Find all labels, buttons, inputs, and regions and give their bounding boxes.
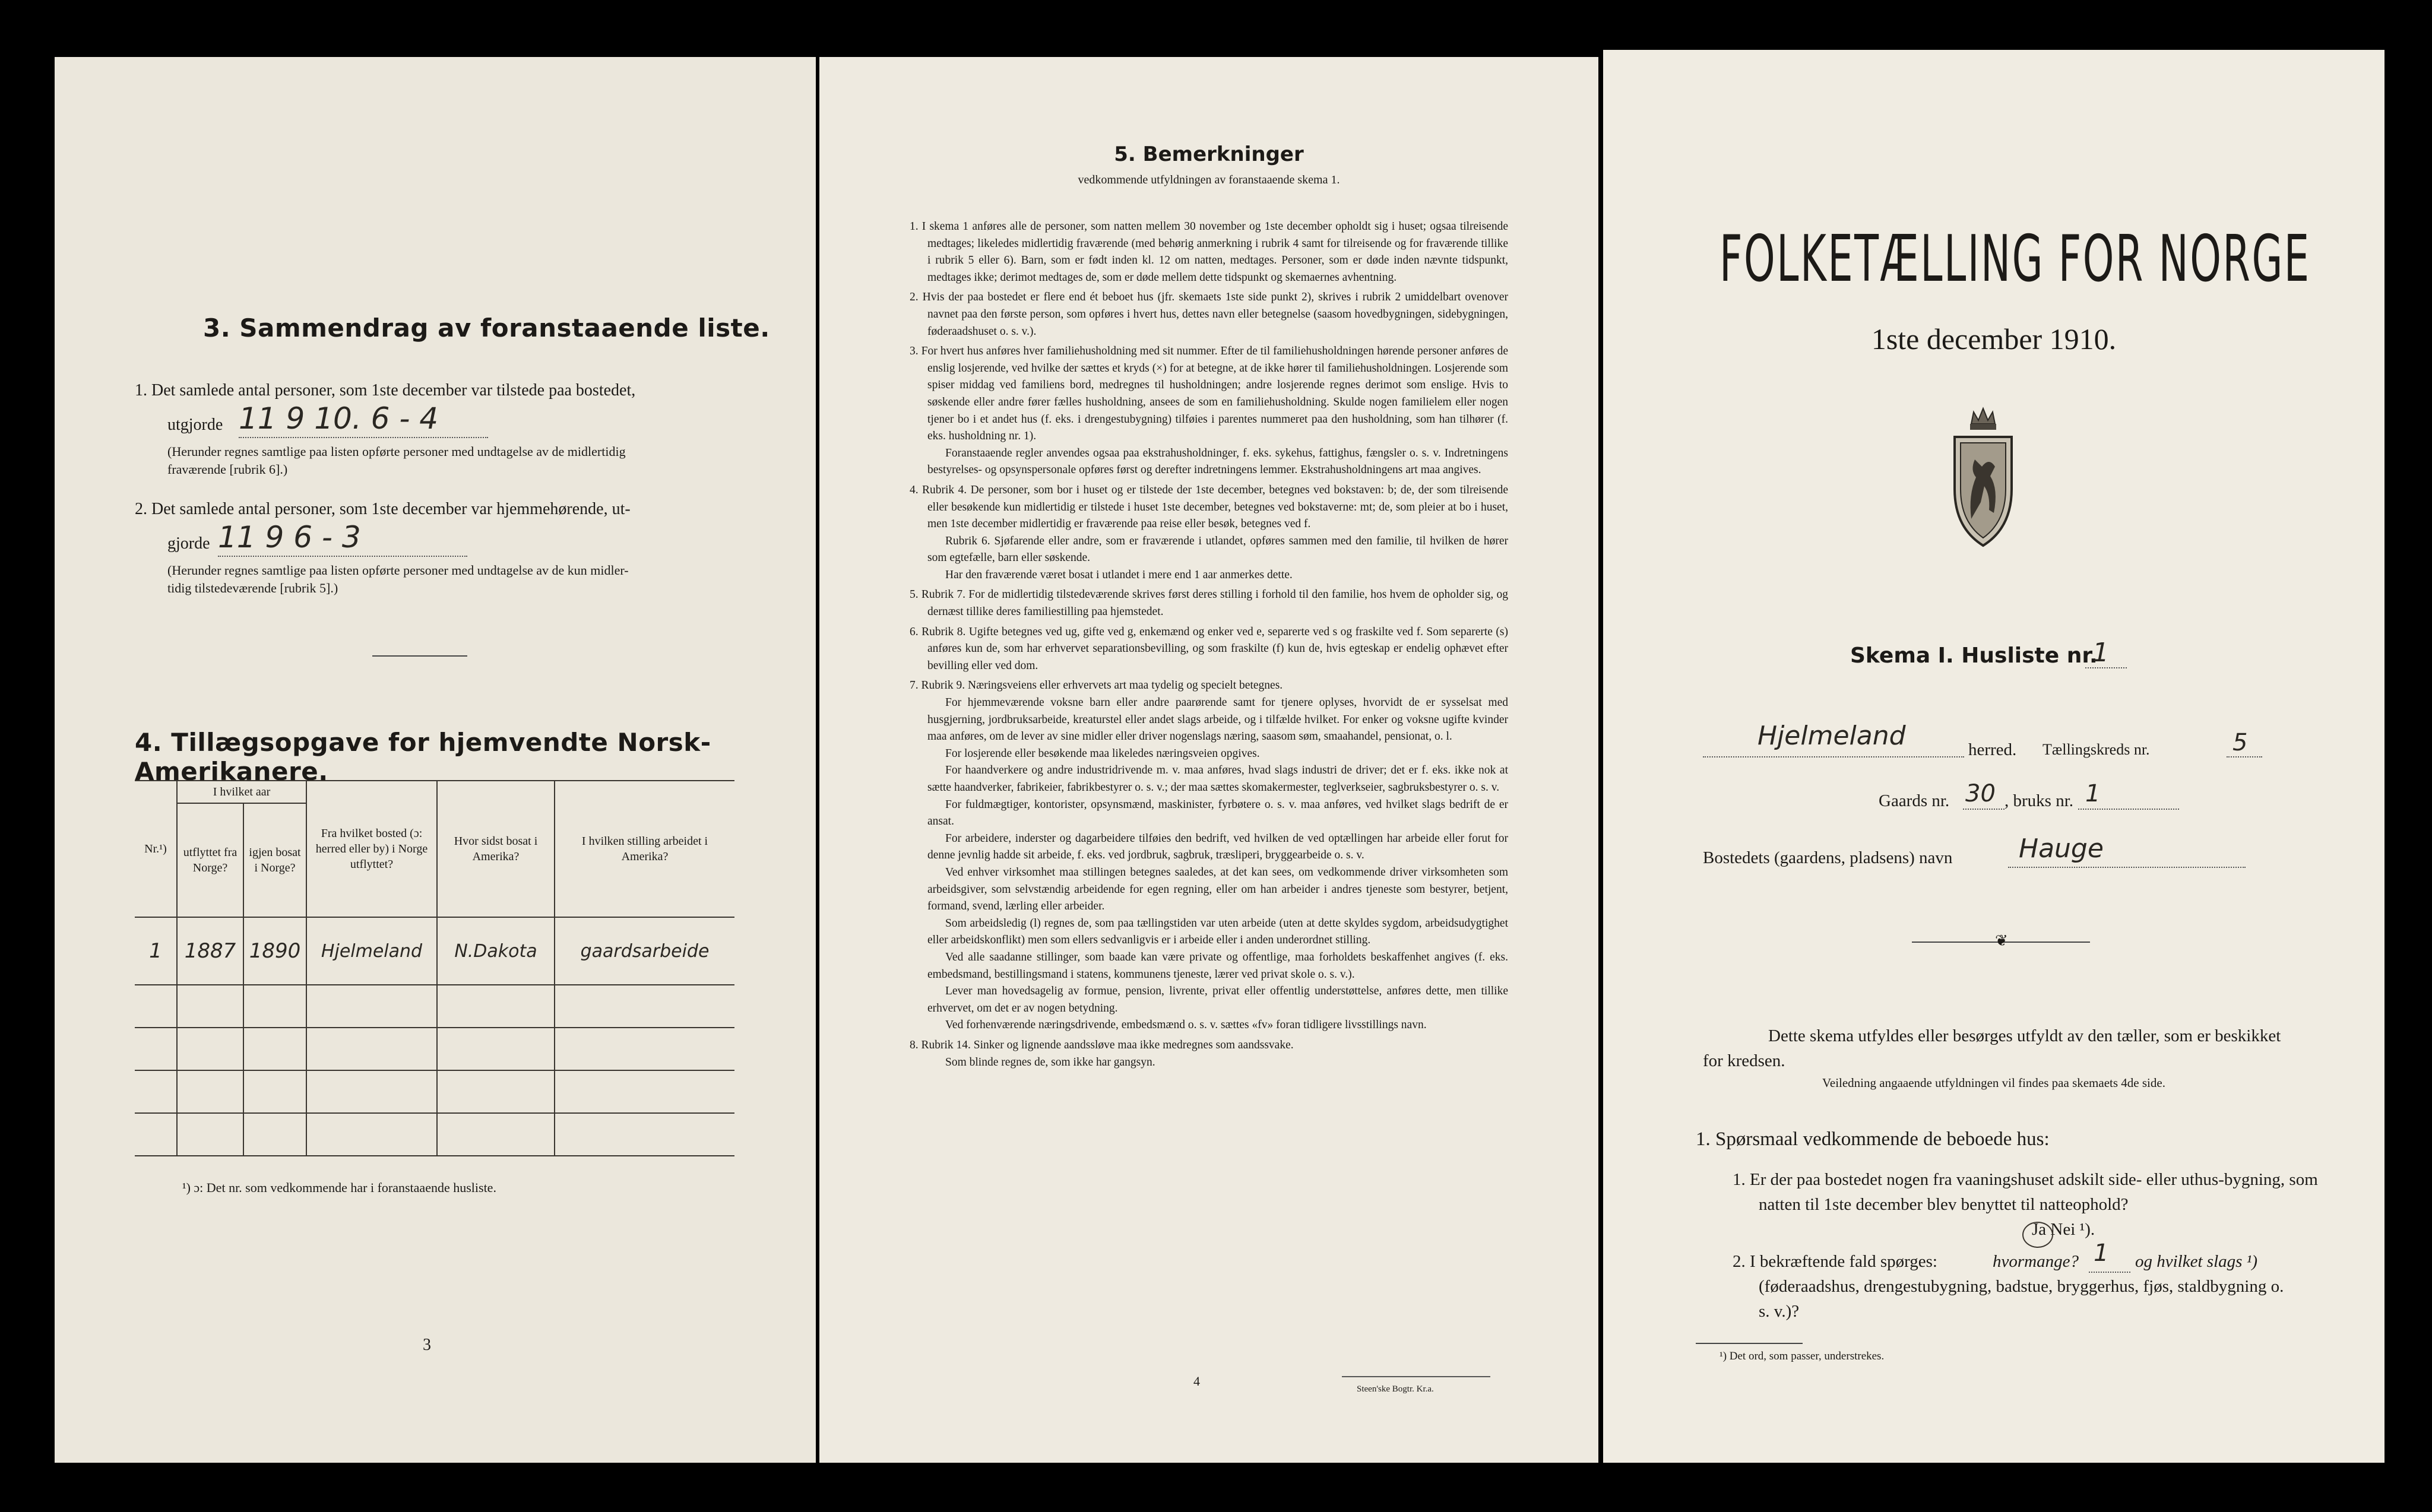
- bruks-label: , bruks nr.: [2004, 791, 2073, 810]
- printer-mark: Steen'ske Bogtr. Kr.a.: [1357, 1384, 1434, 1394]
- remark-8: 8. Rubrik 14. Sinker og lignende aandssløve maa ikke medregnes som aandssvake.: [910, 1038, 1294, 1051]
- item2-value: 11 9 6 - 3: [218, 520, 361, 554]
- remark-7c: For losjerende eller besøkende maa likeledes næringsveien opgives.: [945, 747, 1260, 760]
- col-bosted: Fra hvilket bosted (ɔ: herred eller by) i Norge utflyttet?: [306, 781, 437, 917]
- bosted-value: Hauge: [2019, 833, 2104, 864]
- remark-3b: Foranstaaende regler anvendes ogsaa paa ekstrahusholdninger, f. eks. sykehus, fattighus, fængsler o. s. v. Indretningens bestyrelses- og opsynspersonale opføres først og derefter indretningens lemmer. Ekstrahusholdningens art maa angives.: [927, 446, 1508, 477]
- norsk-amerikanere-table: [135, 780, 734, 1156]
- page-number: 3: [423, 1336, 431, 1354]
- census-title: FOLKETÆLLING FOR NORGE: [1720, 222, 2311, 296]
- remark-7: 7. Rubrik 9. Næringsveiens eller erhvervets art maa tydelig og specielt betegnes.: [910, 679, 1283, 692]
- kreds-value: 5: [2232, 729, 2248, 756]
- gaards-value: 30: [1965, 780, 1996, 807]
- kreds-dots: [2227, 756, 2262, 757]
- table-header-row: [135, 781, 734, 803]
- item2-dotted-line: [218, 556, 467, 557]
- item1-label: utgjorde: [167, 416, 223, 434]
- table-row: [135, 1028, 734, 1070]
- remark-7e: For fuldmægtiger, kontorister, opsynsmænd, maskinister, fyrbøtere o. s. v. maa anføres, ved hvilket slags bedrift de er ansat.: [927, 798, 1508, 828]
- col-stilling: I hvilken stilling arbeidet i Amerika?: [555, 781, 734, 917]
- page-number: 4: [1193, 1374, 1200, 1389]
- question-2b: og hvilket slags ¹): [2135, 1252, 2258, 1271]
- questions-heading: 1. Spørsmaal vedkommende de beboede hus:: [1696, 1129, 2050, 1150]
- remarks-body: [910, 218, 1508, 1071]
- bruks-dots: [2078, 809, 2179, 810]
- bruks-value: 1: [2085, 780, 2101, 807]
- bosted-label: Bostedets (gaardens, pladsens) navn: [1703, 848, 1953, 867]
- remark-6: 6. Rubrik 8. Ugifte betegnes ved ug, gifte ved g, enkemænd og enker ved e, separerte ved s og fraskilte ved f. Som separerte (s) anføres kun de, som har erhvervet separationsbevilling, og som fraskilte (f) kun de, hvis egteskap er endelig ophævet efter bevilling eller ved dom.: [910, 625, 1508, 672]
- intro-text: Dette skema utfyldes eller besørges utfyldt av den tæller, som er beskikket for kredsen.: [1703, 1026, 2281, 1070]
- table-footnote: ¹) ɔ: Det nr. som vedkommende har i foranstaaende husliste.: [182, 1180, 496, 1195]
- table-row: [135, 985, 734, 1028]
- remark-7j: Lever man hovedsagelig av formue, pension, livrente, privat eller offentlig understøttelse, anføres dette, men tillike erhvervet, om det er av nogen betydning.: [927, 985, 1508, 1015]
- herred-value: Hjelmeland: [1758, 721, 1906, 751]
- item2-note2: tidig tilstedeværende [rubrik 5].): [167, 581, 338, 595]
- remark-7d: For haandverkere og andre industridrivende m. v. maa anføres, hvad slags industri de driver; det er f. eks. ikke nok at sætte haandverker, fabrikeier, fabrikbestyrer o. s. v.; der maa sættes skomakermester, teglverkseier, sagbruksbestyrer o. s. v.: [927, 764, 1508, 794]
- kreds-label: Tællingskreds nr.: [2042, 741, 2150, 758]
- footnote: ¹) Det ord, som passer, understrekes.: [1720, 1350, 1885, 1362]
- remarks-subheading: vedkommende utfyldningen av foranstaaende skema 1.: [1078, 173, 1340, 186]
- item2-label: gjorde: [167, 534, 210, 553]
- remark-7f: For arbeidere, inderster og dagarbeidere tilføies den bedrift, ved hvilken de ved optællingen har arbeide eller forut for denne jevnlig hadde sit arbeide, f. eks. ved jordbruk, sagbruk, træsliperi, bryggearbeide o. s. v.: [927, 832, 1508, 862]
- cell-utflyttet: 1887: [177, 917, 243, 985]
- item2-note1: (Herunder regnes samtlige paa listen opførte personer med undtagelse av de kun midler-: [167, 563, 629, 578]
- remark-7i: Ved alle saadanne stillinger, som baade kan være private og offentlige, maa forholdets beskaffenhet angives (f. eks. embedsmand, bestillingsmand i statens, kommunens tjeneste, lærer ved privat skole o. s. v.).: [927, 950, 1508, 981]
- intro-guidance: Veiledning angaaende utfyldningen vil findes paa skemaets 4de side.: [1822, 1076, 2165, 1090]
- footnote-rule: [1696, 1343, 1803, 1344]
- right-page: [1603, 50, 2384, 1463]
- table-row: [135, 917, 734, 985]
- left-page: [55, 57, 816, 1463]
- section4-heading: 4. Tillægsopgave for hjemvendte Norsk-Amerikanere.: [135, 728, 711, 786]
- cell-bosted: Hjelmeland: [306, 917, 437, 985]
- remark-7k: Ved forhenværende næringsdrivende, embedsmænd o. s. v. sættes «fv» foran tidligere livsstillings navn.: [945, 1019, 1427, 1032]
- remark-2: 2. Hvis der paa bostedet er flere end ét beboet hus (jfr. skemaets 1ste side punkt 2), skrives i rubrik 2 umiddelbart ovenover navnet paa den første person, som opføres i hvert hus, dettes navn eller betegnelse (saasom hovedbygningen, sidebygningen, føderaadshuset o. s. v.).: [910, 291, 1508, 338]
- table-row: [135, 1070, 734, 1113]
- question-2-hvormange: hvormange?: [1993, 1252, 2079, 1271]
- question-1-answer: Ja Nei ¹).: [2032, 1220, 2095, 1239]
- divider: [372, 655, 467, 657]
- question-2a: 2. I bekræftende fald spørges:: [1733, 1252, 1937, 1271]
- remark-4: 4. Rubrik 4. De personer, som bor i huset og er tilstede der 1ste december, betegnes ved bokstaven: b; de, der som tilreisende eller besøkende kun midlertidig er tilstede i huset 1ste december, betegnes ved bokstaverne: mt; de, som pleier at bo i huset, men 1ste december midlertidig er fraværende paa reise eller besøk, betegnes ved f.: [910, 483, 1508, 531]
- answer-circle: [2022, 1222, 2053, 1248]
- remark-4c: Har den fraværende været bosat i utlandet i mere end 1 aar anmerkes dette.: [945, 568, 1293, 581]
- gaards-dots: [1963, 809, 2004, 810]
- ornament-icon: ❦: [1995, 932, 2008, 949]
- col-utflyttet: utflyttet fra Norge?: [177, 803, 243, 917]
- item1-value: 11 9 10. 6 - 4: [239, 401, 439, 436]
- item2-line1: 2. Det samlede antal personer, som 1ste december var hjemmehørende, ut-: [135, 500, 631, 518]
- remark-5: 5. Rubrik 7. For de midlertidig tilstedeværende skrives først deres stilling i forhold til den familie, hos hvem de opholder sig, og dernæst tillike deres familiestilling paa hjemstedet.: [910, 588, 1508, 619]
- item1-dotted-line: [239, 437, 488, 438]
- cell-nr: 1: [135, 917, 177, 985]
- col-nr: Nr.¹): [135, 781, 177, 917]
- census-date: 1ste december 1910.: [1871, 322, 2117, 356]
- gaards-label: Gaards nr.: [1879, 791, 1950, 810]
- coat-of-arms-icon: [1948, 400, 2019, 549]
- remark-7b: For hjemmeværende voksne barn eller andre paarørende samt for tjenere oplyses, hvorvidt de er sysselsat med husgjerning, jordbruksarbeide, kreaturstel eller andet slags arbeide, og i tilfælde hvilket. For enker og voksne ugifte kvinder maa anføres, om de lever av sine midler eller driver nogenslags næring, saasom søm, smaahandel, pensionat, o. l.: [927, 696, 1508, 743]
- item1-note2: fraværende [rubrik 6].): [167, 462, 288, 477]
- bosted-dots: [2008, 867, 2246, 868]
- section3-heading: 3. Sammendrag av foranstaaende liste.: [203, 313, 770, 343]
- table-row: [135, 1113, 734, 1156]
- remarks-heading: 5. Bemerkninger: [1114, 142, 1304, 166]
- husliste-nr: 1: [2092, 638, 2109, 668]
- remark-8b: Som blinde regnes de, som ikke har gangsyn.: [945, 1055, 1155, 1069]
- remark-1: 1. I skema 1 anføres alle de personer, som natten mellem 30 november og 1ste december opholdt sig i huset; ogsaa tilreisende medtages; likeledes midlertidig fraværende (med behørig anmerkning i rubrik 4 samt for tilreisende og for fraværende tillike i rubrik 5 eller 6). Barn, som er født inden kl. 12 om natten, medtages. Personer, som er døde inden nævnte tidspunkt, medtages ikke; derimot medtages de, som er døde mellem dette tidspunkt og skemaernes avhentning.: [910, 220, 1508, 284]
- remark-3: 3. For hvert hus anføres hver familiehusholdning med sit nummer. Efter de til familiehusholdningen hørende personer anføres de enslig losjerende, ved hvilke der sættes et kryds (×) for at betegne, at de ikke hører til familiehusholdningen. Losjerende som spiser middag ved familiens bord, medregnes til husholdningen; andre losjerende regnes derimot som enslige. Hvis to søskende eller andre fører fælles husholdning, ansees de som en familiehusholdning. Skulde nogen familielem eller nogen tjener bo i et andet hus (f. eks. i drengestubygning) tilføies i parentes nummeret paa den husholdning, som han tilhører (f. eks. husholdning nr. 1).: [910, 345, 1508, 443]
- skema-label: Skema I. Husliste nr.: [1850, 644, 2098, 668]
- husliste-dots: [2085, 667, 2127, 668]
- question-2-count: 1: [2094, 1240, 2109, 1267]
- cell-igjen: 1890: [243, 917, 306, 985]
- cell-stilling: gaardsarbeide: [555, 917, 734, 985]
- cell-amerika: N.Dakota: [437, 917, 555, 985]
- middle-page: [819, 57, 1598, 1463]
- col-igjen: igjen bosat i Norge?: [243, 803, 306, 917]
- printer-line: [1342, 1376, 1490, 1377]
- col-aar: I hvilket aar: [177, 781, 306, 803]
- count-dots: [2089, 1272, 2130, 1273]
- col-amerika: Hvor sidst bosat i Amerika?: [437, 781, 555, 917]
- remark-4b: Rubrik 6. Sjøfarende eller andre, som er fraværende i utlandet, opføres sammen med den familie, til hvilken de hører som egtefælle, barn eller søskende.: [927, 534, 1508, 565]
- herred-dots: [1703, 756, 1964, 757]
- question-2c: (føderaadshus, drengestubygning, badstue, bryggerhus, fjøs, staldbygning o. s. v.)?: [1759, 1277, 2284, 1321]
- remark-7g: Ved enhver virksomhet maa stillingen betegnes saaledes, at det kan sees, om vedkommende driver virksomheten som arbeidsgiver, som selvstændig arbeidende for egen regning, eller om han arbeider i andres tjeneste som bestyrer, betjent, formand, svend, lærling eller arbeider.: [927, 866, 1508, 913]
- question-1: 1. Er der paa bostedet nogen fra vaaningshuset adskilt side- eller uthus-bygning, som natten til 1ste december blev benyttet til natteophold?: [1733, 1170, 2318, 1214]
- remark-7h: Som arbeidsledig (l) regnes de, som paa tællingstiden var uten arbeide (uten at dette skyldes sygdom, arbeidsudygtighet eller arbeidskonflikt) men som ellers sedvanligvis er i arbeide eller i anden underordnet stilling.: [927, 917, 1508, 947]
- item1-line1: 1. Det samlede antal personer, som 1ste december var tilstede paa bostedet,: [135, 381, 636, 400]
- herred-label: herred.: [1968, 740, 2017, 759]
- item1-note1: (Herunder regnes samtlige paa listen opførte personer med undtagelse av de midlertidig: [167, 444, 626, 459]
